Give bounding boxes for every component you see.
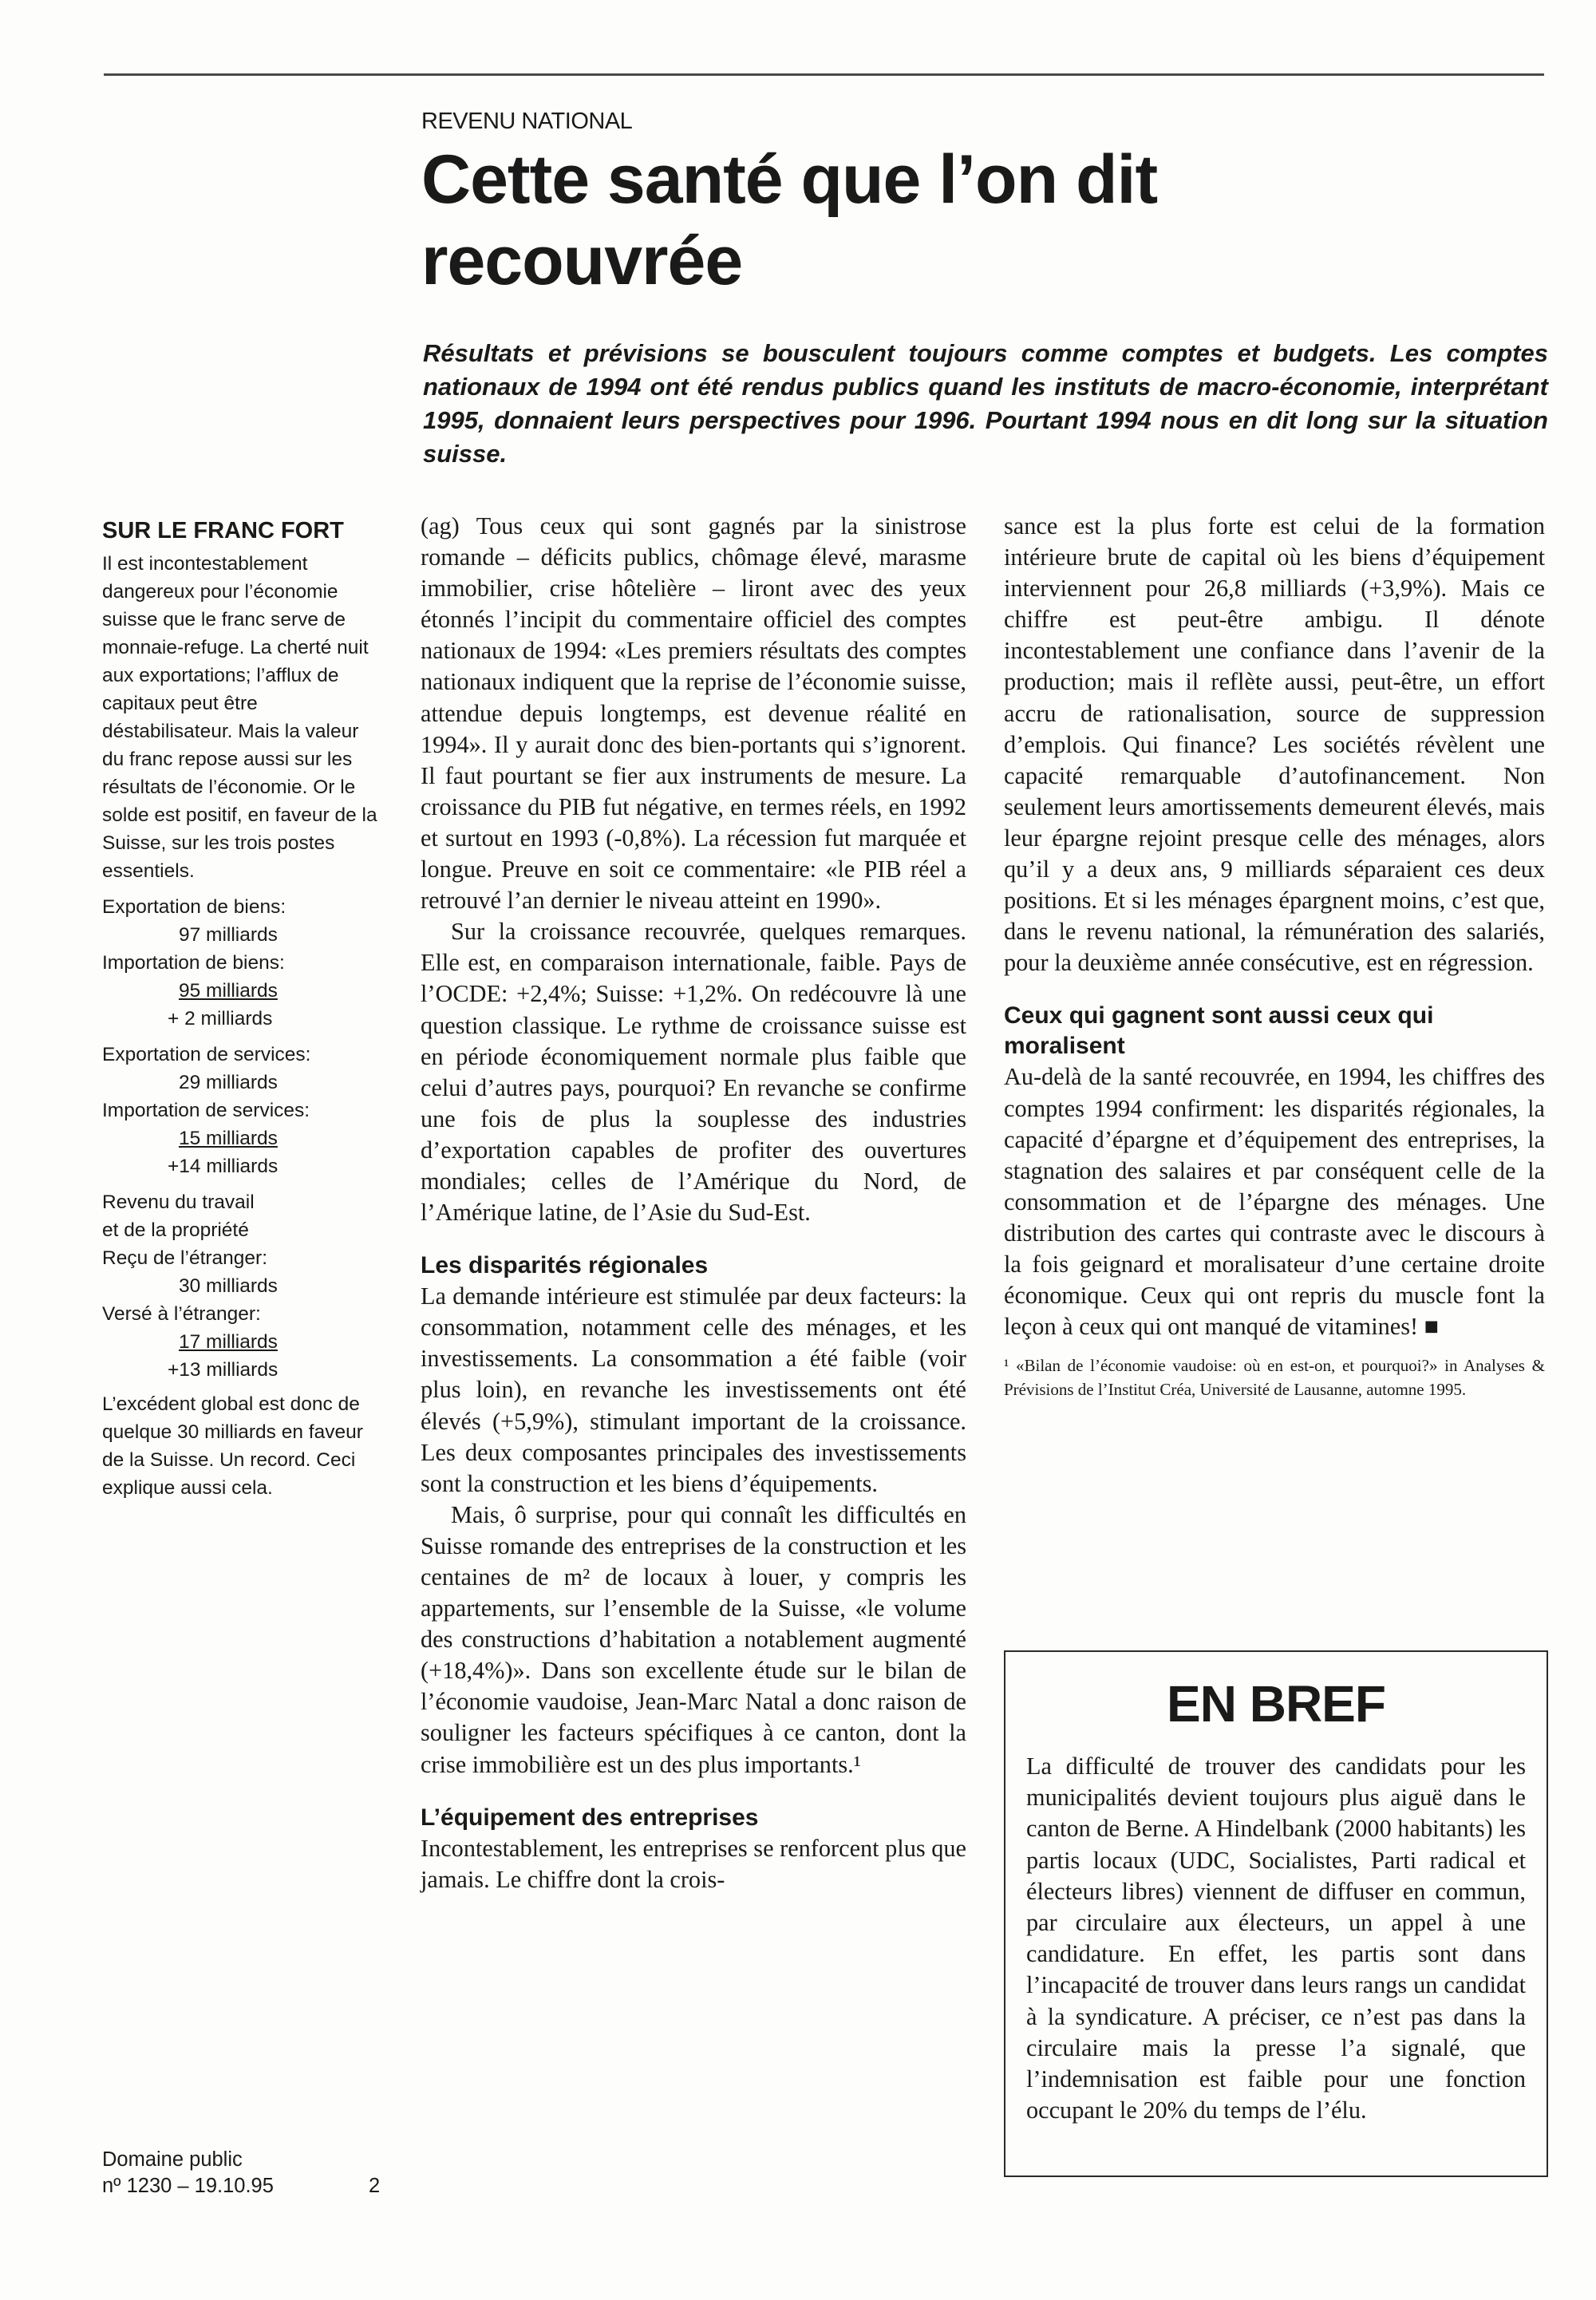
exp-serv-label: Exportation de services: bbox=[102, 1044, 311, 1065]
en-bref-box bbox=[1004, 1650, 1548, 2177]
sidebar-franc-fort bbox=[102, 517, 381, 1508]
solde-services: +14 milliards bbox=[168, 1156, 279, 1177]
page-number: 2 bbox=[369, 2175, 381, 2197]
paragraph: Mais, ô surprise, pour qui connaît les difficultés en Suisse romande des entreprises de la construction et les centaines de m² de locaux à louer, y compris les appartements, sur l’ensemble de la Suisse, «le volume des constructions d’habitation a notablement augmenté (+18,4%)». Dans son excellente étude sur le bilan de l’économie vaudoise, Jean-Marc Natal a donc raison de souligner les facteurs spécifiques à ce canton, dont la crise immobilière est un des plus importants.¹ bbox=[421, 1500, 966, 1778]
issue-info: nº 1230 – 19.10.95 bbox=[102, 2175, 274, 2197]
solde-biens: + 2 milliards bbox=[168, 1008, 273, 1029]
subheading-moralisent: Ceux qui gagnent sont aussi ceux qui moralisent bbox=[1004, 1002, 1434, 1060]
publication-name: Domaine public bbox=[102, 2148, 243, 2171]
solde-revenu: +13 milliards bbox=[168, 1359, 279, 1381]
page-footer bbox=[102, 2147, 389, 2199]
paragraph: Au-delà de la santé recouvrée, en 1994, les chiffres des comptes 1994 confirment: les disparités régionales, la capacité d’épargne et d’équipement des entreprises, la stagnation des salaires et par conséquent celle de la consommation et de l’épargne des ménages. Une distribution des cartes qui contraste avec le discours à la fois geignard et moralisateur d’une certaine droite économique. Ceux qui ont repris du muscle font la leçon à ceux qui ont manqué de vitamines! ■ bbox=[1004, 1063, 1545, 1341]
en-bref-title: EN BREF bbox=[1167, 1675, 1385, 1733]
exp-serv-value: 29 milliards bbox=[179, 1072, 278, 1093]
article-title: Cette santé que l’on dit recouvrée bbox=[421, 141, 1158, 299]
paragraph: (ag) Tous ceux qui sont gagnés par la sinistrose romande – déficits publics, chômage élevé, marasme immobilier, crise hôtelière – liront avec des yeux étonnés l’incipit du commentaire officiel des comptes nationaux de 1994: «Les premiers résultats des comptes nationaux indiquent que la reprise de l’économie suisse, attendue depuis longtemps, est devenue réalité en 1994». Il y aurait donc des bien-portants qui s’ignorent. Il faut pourtant se fier aux instruments de mesure. La croissance du PIB fut négative, en termes réels, en 1992 et surtout en 1993 (-0,8%). La récession fut marquée et longue. Preuve en soit ce commentaire: «le PIB réel a retrouvé l’an dernier le niveau atteint en 1990». bbox=[421, 512, 966, 915]
figure-biens bbox=[102, 893, 381, 1033]
article-column-1 bbox=[421, 511, 966, 1895]
exp-biens-label: Exportation de biens: bbox=[102, 896, 286, 918]
top-rule bbox=[104, 73, 1544, 76]
subheading-disparites: Les disparités régionales bbox=[421, 1252, 709, 1279]
imp-serv-value: 15 milliards bbox=[179, 1128, 278, 1149]
en-bref-text: La difficulté de trouver des candidats pour les municipalités devient toujours plus aiguë dans le canton de Berne. A Hindelbank (2000 habitants) les partis locaux (UDC, Socialistes, Parti radical et électeurs libres) viennent de diffuser en commun, par circulaire aux électeurs, un appel à une candidature. En effet, les partis sont dans l’incapacité de trouver dans leurs rangs un candidat à la syndicature. A préciser, ce n’est pas dans la circulaire mais la presse l’a signalé, que l’indemnisation est faible pour une fonction occupant le 20% du temps de l’élu. bbox=[1026, 1753, 1526, 2124]
imp-serv-label: Importation de services: bbox=[102, 1100, 310, 1121]
paragraph: Incontestablement, les entreprises se renforcent plus que jamais. Le chiffre dont la crois- bbox=[421, 1834, 966, 1893]
revenu-label-1: Revenu du travail bbox=[102, 1191, 255, 1213]
subheading-equipement: L’équipement des entreprises bbox=[421, 1804, 759, 1831]
sidebar-intro: Il est incontestablement dangereux pour l’économie suisse que le franc serve de monnaie-refuge. La cherté nuit aux exportations; l’afflux de capitaux peut être déstabilisateur. Mais la valeur du franc repose aussi sur les résultats de l’économie. Or le solde est positif, en faveur de la Suisse, sur les trois postes essentiels. bbox=[102, 553, 377, 882]
figure-revenu bbox=[102, 1188, 381, 1384]
paragraph: sance est la plus forte est celui de la formation intérieure brute de capital où les biens d’équipement interviennent pour 26,8 milliards (+3,9%). Mais ce chiffre est peut-être ambigu. Il dénote incontestablement une confiance dans l’avenir de la production; mais il reflète aussi, peut-être, un effort accru de rationalisation, source de suppression d’emplois. Qui finance? Les sociétés révèlent une capacité remarquable d’autofinancement. Non seulement leurs amortissements demeurent élevés, mais leur épargne rejoint presque celle des ménages, alors qu’il y a deux ans, 9 milliards séparaient ces deux positions. Et si les ménages épargnent moins, c’est que, dans le revenu national, la rémunération des salariés, pour la deuxième année consécutive, est en régression. bbox=[1004, 512, 1545, 977]
verse-value: 17 milliards bbox=[179, 1331, 278, 1353]
paragraph: La demande intérieure est stimulée par deux facteurs: la consommation, notamment celle des ménages, et les investissements. La consommation a été faible (voir plus loin), en revanche les investissements ont été élevés (+5,9%), stimulant important de la croissance. Les deux composantes principales des investissements sont la construction et les biens d’équipements. bbox=[421, 1282, 966, 1497]
footnote: ¹ «Bilan de l’économie vaudoise: où en est-on, et pourquoi?» in Analyses & Prévisions de l’Institut Créa, Université de Lausanne, automne 1995. bbox=[1004, 1356, 1545, 1400]
article-lead: Résultats et prévisions se bousculent toujours comme comptes et budgets. Les comptes nationaux de 1994 ont été rendus publics quand les instituts de macro-économie, interprétant 1995, donnaient leurs perspectives pour 1996. Pourtant 1994 nous en dit long sur la situation suisse. bbox=[423, 339, 1548, 468]
sidebar-conclusion: L’excédent global est donc de quelque 30 milliards en faveur de la Suisse. Un record. Ceci explique aussi cela. bbox=[102, 1393, 363, 1499]
verse-label: Versé à l’étranger: bbox=[102, 1303, 261, 1325]
recu-value: 30 milliards bbox=[179, 1275, 278, 1297]
revenu-label-2: et de la propriété bbox=[102, 1219, 249, 1241]
figure-services bbox=[102, 1041, 381, 1180]
imp-biens-label: Importation de biens: bbox=[102, 952, 285, 974]
exp-biens-value: 97 milliards bbox=[179, 924, 278, 946]
imp-biens-value: 95 milliards bbox=[179, 980, 278, 1002]
sidebar-heading: SUR LE FRANC FORT bbox=[102, 518, 344, 543]
paragraph: Sur la croissance recouvrée, quelques remarques. Elle est, en comparaison internationale, faible. Pays de l’OCDE: +2,4%; Suisse: +1,2%. On redécouvre là une question classique. Le rythme de croissance suisse est en période économiquement normale plus faible que celui d’autres pays, pourquoi? En revanche se confirme une fois de plus la souplesse des industries d’exportation capables de profiter des ouvertures mondiales; celles de l’Amérique du Nord, de l’Amérique latine, de l’Asie du Sud-Est. bbox=[421, 918, 966, 1227]
section-kicker: REVENU NATIONAL bbox=[421, 109, 633, 134]
recu-label: Reçu de l’étranger: bbox=[102, 1247, 268, 1269]
article-column-2 bbox=[1004, 511, 1545, 1401]
